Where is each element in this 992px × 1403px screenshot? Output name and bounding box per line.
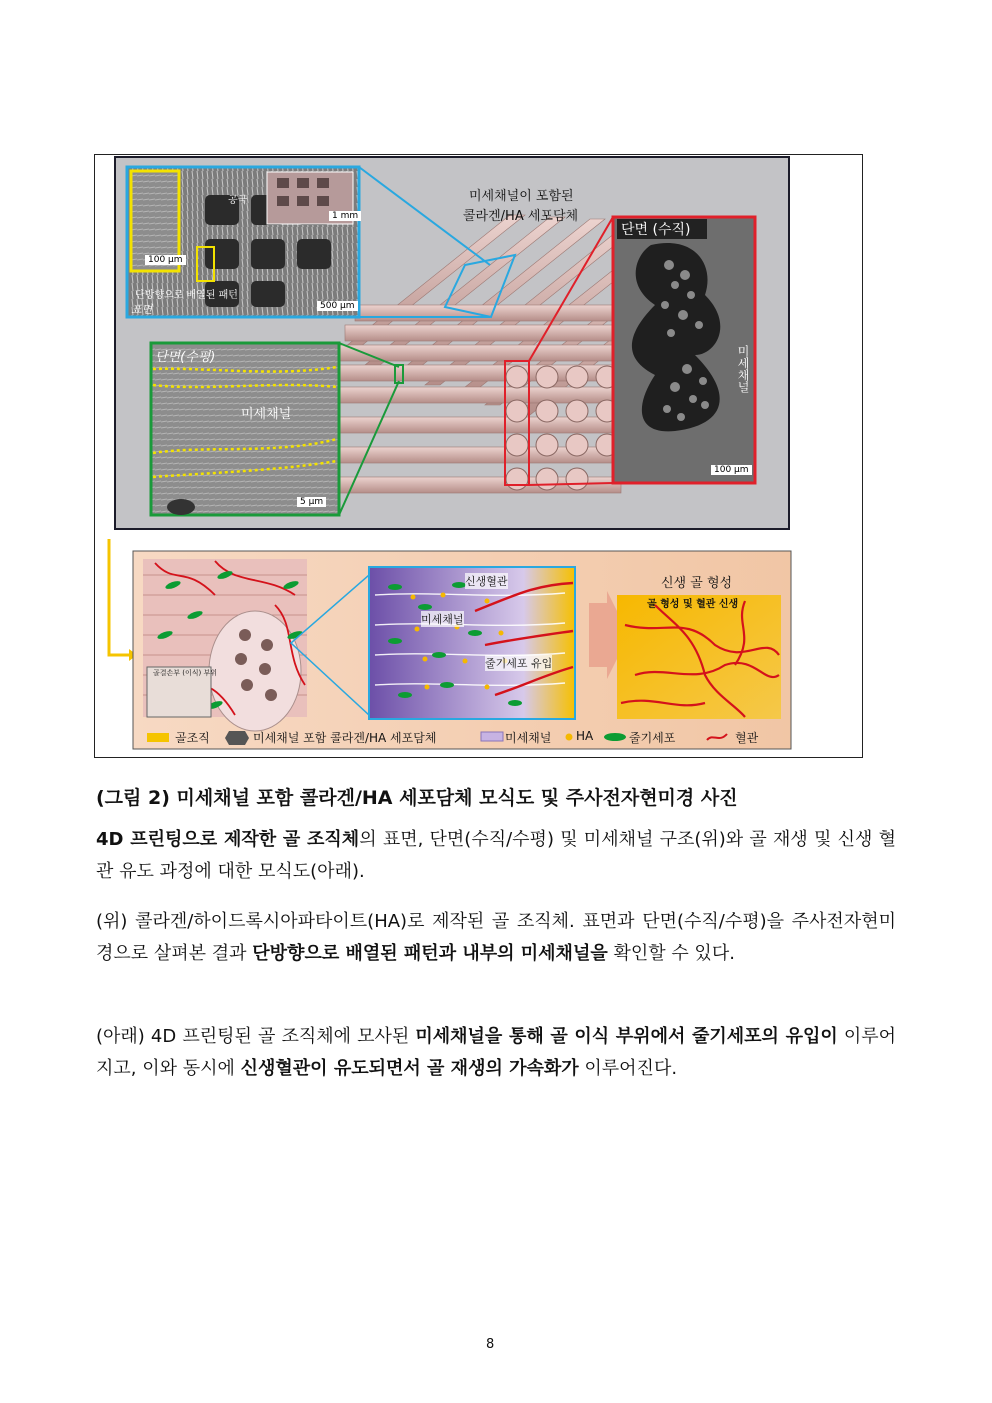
scale-5um: 5 μm <box>297 497 326 507</box>
legend-ha: HA <box>576 729 594 743</box>
scaffold-title-line1: 미세채널이 포함된 <box>469 189 574 204</box>
pore-label: 공극 <box>228 195 248 206</box>
scale-100um-surface: 100 μm <box>145 255 186 265</box>
paragraph-lower-text1: (아래) 4D 프린팅된 골 조직체에 모사된 <box>96 1026 416 1047</box>
surface-label: 표면 <box>131 303 153 316</box>
microchannel-mid-label: 미세채널 <box>421 613 464 626</box>
paragraph-upper-text2: 확인할 수 있다. <box>607 943 735 964</box>
horizontal-section-panel <box>151 343 339 515</box>
paragraph-upper-text1: (위) 콜라겐/하이드록시아파타이트(HA)로 제작된 골 조직체. 표면과 단면(수직/수평)을 주사전자현미경으로 살펴본 결과 <box>96 911 896 964</box>
cell-migration-illustration <box>369 567 575 719</box>
figure-frame <box>94 154 863 758</box>
scale-1mm: 1 mm <box>329 211 361 221</box>
paragraph-lower-text3: 이루어진다. <box>578 1058 678 1079</box>
new-bone-title: 신생 골 형성 <box>661 576 733 591</box>
legend-scaffold: 미세채널 포함 콜라겐/HA 세포담체 <box>253 731 437 745</box>
legend-stem-cell: 줄기세포 <box>629 731 676 745</box>
page-number: 8 <box>486 1337 495 1352</box>
scaffold-title-line2: 콜라겐/HA 세포담체 <box>463 209 579 224</box>
vertical-section-title: 단면 (수직) <box>621 222 691 238</box>
figure-caption: (그림 2) 미세채널 포함 콜라겐/HA 세포담체 모식도 및 주사전자현미경 사진 <box>96 787 738 809</box>
paragraph-upper <box>96 906 896 970</box>
vertical-section-panel <box>613 217 755 483</box>
scale-100um-vertical: 100 μm <box>711 465 752 475</box>
new-bone-subtitle: 골 형성 및 혈관 신생 <box>647 599 739 610</box>
paragraph-summary <box>96 824 896 888</box>
horizontal-microchannel-label: 미세채널 <box>241 407 292 422</box>
vertical-microchannel-label: 미세채널 <box>736 345 750 393</box>
paragraph-summary-text: 의 표면, 단면(수직/수평) 및 미세채널 구조(위)와 골 재생 및 신생 혈관 유도 과정에 대한 모식도(아래). <box>96 829 897 882</box>
horizontal-section-title: 단면(수평) <box>155 350 216 365</box>
figure-illustration <box>95 155 862 757</box>
paragraph-lower-bold2: 신생혈관이 유도되면서 골 재생의 가속화가 <box>240 1058 579 1079</box>
paragraph-lower-bold1: 미세채널을 통해 골 이식 부위에서 줄기세포의 유입이 <box>415 1026 838 1047</box>
paragraph-lower-text2: 이루어지고, 이와 동시에 <box>96 1026 896 1079</box>
scale-500um: 500 μm <box>317 301 358 311</box>
paragraph-upper-bold: 단방향으로 배열된 패턴과 내부의 미세채널을 <box>252 943 608 964</box>
legend-microchannel: 미세채널 <box>505 731 552 745</box>
bone-defect-illustration <box>143 559 307 731</box>
bone-defect-inset-label: 골결손부 (이식) 부위 <box>153 669 218 677</box>
legend-bone: 골조직 <box>175 731 210 745</box>
paragraph-summary-bold: 4D 프린팅으로 제작한 골 조직체 <box>96 829 360 850</box>
legend-vessel: 혈관 <box>735 731 759 745</box>
new-vessel-label: 신생혈관 <box>465 575 508 588</box>
paragraph-lower <box>96 1021 896 1085</box>
pattern-label: 단방향으로 배열된 패턴 <box>135 290 238 301</box>
new-bone-illustration <box>617 595 781 719</box>
stem-cell-inflow-label: 줄기세포 유입 <box>485 657 553 670</box>
